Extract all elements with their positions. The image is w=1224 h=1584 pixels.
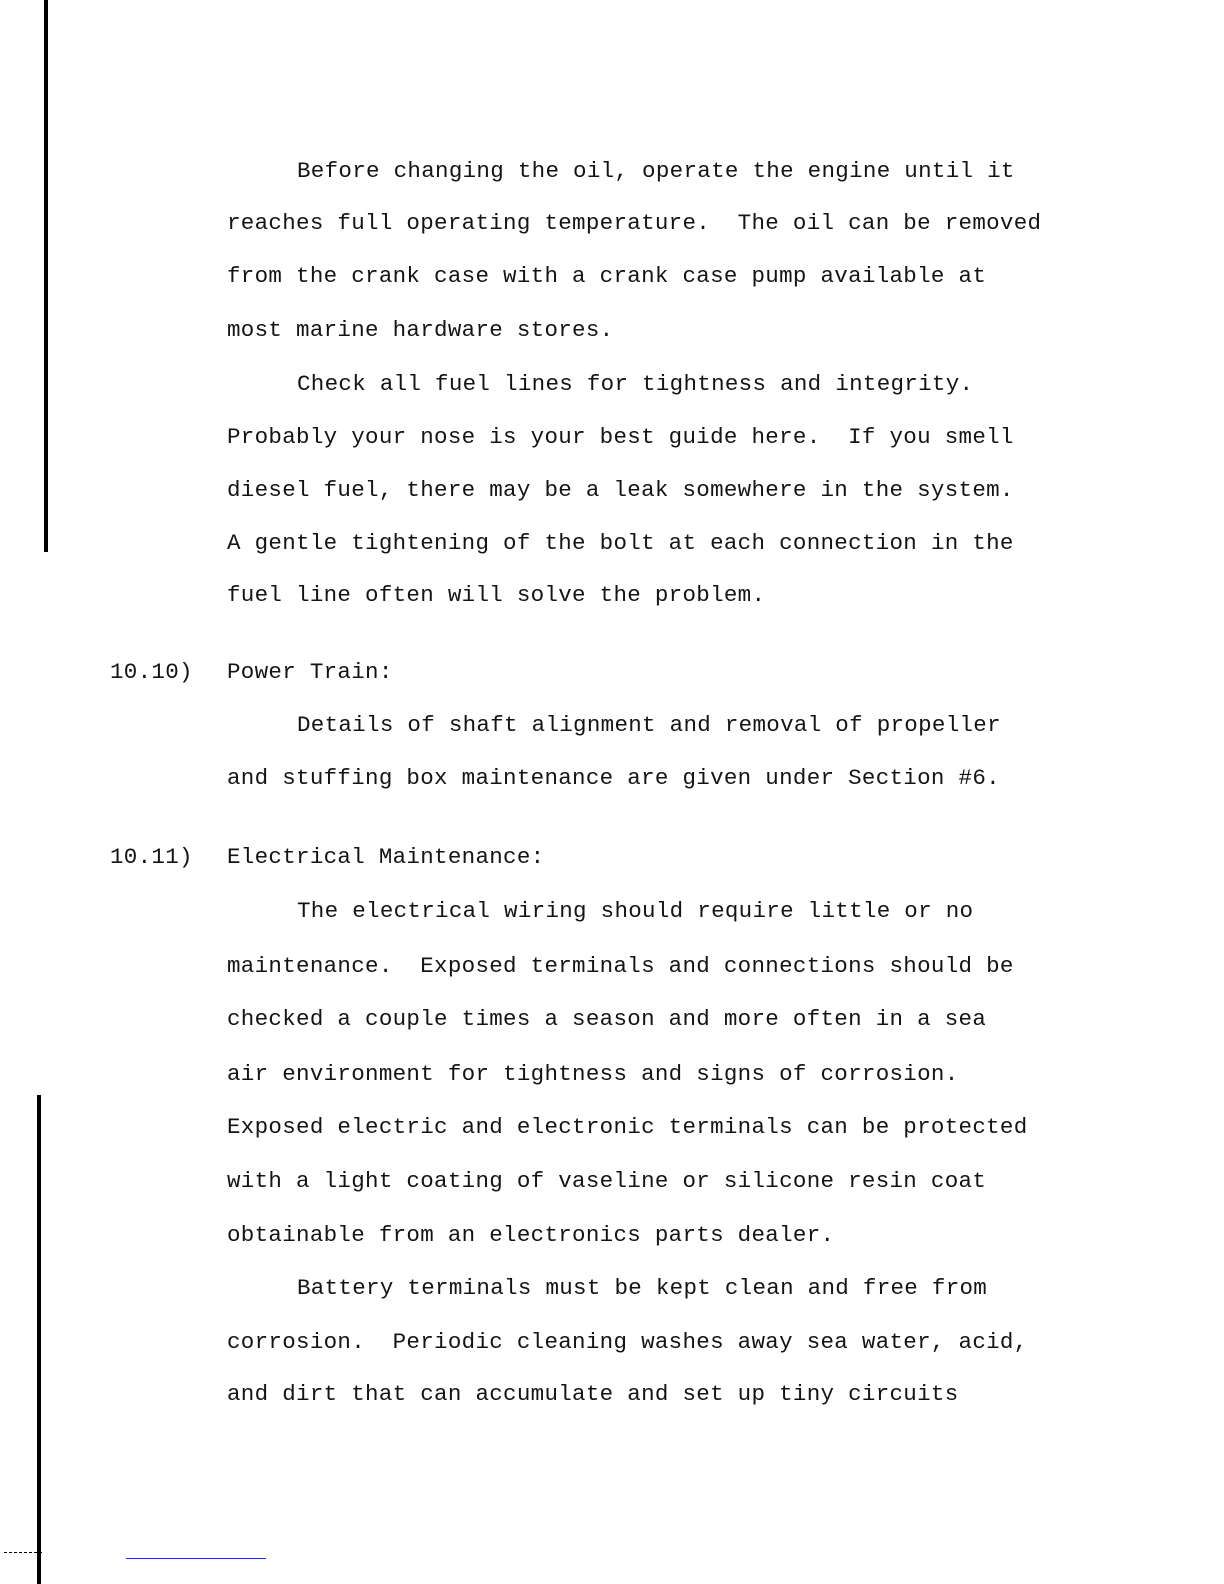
electrical-line-3: checked a couple times a season and more often in a sea [227, 1006, 987, 1032]
change-bar-bottom [37, 1095, 41, 1584]
section-number-10-10: 10.10) [110, 659, 193, 685]
footnote-rule [126, 1558, 266, 1559]
oil-line-3: from the crank case with a crank case pump available at [227, 263, 987, 289]
fuel-line-5: fuel line often will solve the problem. [227, 582, 766, 608]
electrical-line-6: with a light coating of vaseline or silicone resin coat [227, 1168, 987, 1194]
oil-line-4: most marine hardware stores. [227, 317, 614, 343]
change-bar-top [44, 0, 48, 552]
electrical-line-5: Exposed electric and electronic terminals can be protected [227, 1114, 1028, 1140]
electrical-line-2: maintenance. Exposed terminals and connections should be [227, 953, 1014, 979]
fuel-line-4: A gentle tightening of the bolt at each connection in the [227, 530, 1014, 556]
electrical-line-7: obtainable from an electronics parts dealer. [227, 1222, 835, 1248]
margin-dash [4, 1552, 42, 1554]
electrical-line-1: The electrical wiring should require little or no [297, 898, 974, 924]
battery-line-2: corrosion. Periodic cleaning washes away sea water, acid, [227, 1329, 1028, 1355]
section-number-10-11: 10.11) [110, 844, 193, 870]
power-train-line-2: and stuffing box maintenance are given under Section #6. [227, 765, 1000, 791]
battery-line-3: and dirt that can accumulate and set up tiny circuits [227, 1381, 959, 1407]
fuel-line-3: diesel fuel, there may be a leak somewhere in the system. [227, 477, 1014, 503]
power-train-line-1: Details of shaft alignment and removal of propeller [297, 712, 1001, 738]
fuel-line-1: Check all fuel lines for tightness and integrity. [297, 371, 974, 397]
electrical-line-4: air environment for tightness and signs of corrosion. [227, 1061, 959, 1087]
oil-line-1: Before changing the oil, operate the engine until it [297, 158, 1015, 184]
section-heading-electrical: Electrical Maintenance: [227, 844, 545, 870]
battery-line-1: Battery terminals must be kept clean and free from [297, 1275, 988, 1301]
oil-line-2: reaches full operating temperature. The oil can be removed [227, 210, 1042, 236]
fuel-line-2: Probably your nose is your best guide here. If you smell [227, 424, 1014, 450]
section-heading-power-train: Power Train: [227, 659, 393, 685]
